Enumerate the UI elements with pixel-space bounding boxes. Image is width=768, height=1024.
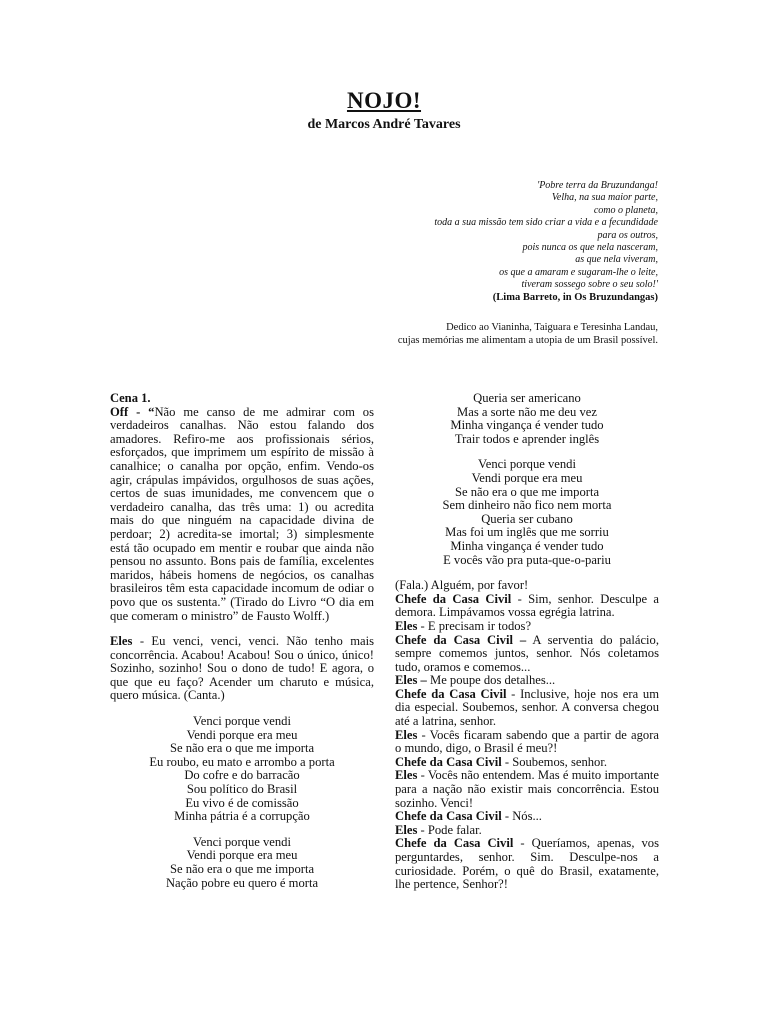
left-column [110,392,374,902]
dialogue-speaker: Chefe da Casa Civil [395,686,507,701]
song-line: Venci porque vendi [193,834,291,849]
off-paragraph [110,406,374,624]
dialogue-line [395,810,659,824]
song-stanza-1 [110,715,374,824]
right-column [395,392,659,892]
dialogue-text: - Sim, senhor. Desculpe a demora. Limpávamos vossa egrégia latrina. [395,591,660,620]
dedication-line: Dedico ao Vianinha, Taiguara e Teresinha Landau, [446,322,658,333]
speaker-eles: Eles [110,634,133,649]
dialogue-speaker: Chefe da Casa Civil [395,809,502,824]
song-line: Eu vivo é de comissão [185,795,299,810]
dialogue-text: (Fala.) Alguém, por favor! [395,578,529,593]
song-stanza-4 [395,458,659,567]
dialogue-speaker: Chefe da Casa Civil – [395,632,527,647]
dialogue-line [395,837,659,891]
dialogue-speaker: Chefe da Casa Civil [395,754,502,769]
quote-open: “ [148,404,155,419]
epigraph-line: 'Pobre terra da Bruzundanga! [537,180,658,191]
eles-paragraph [110,635,374,703]
dialogue-speaker: Eles [395,768,418,783]
dialogue-line [395,824,659,838]
song-line: Vendi porque era meu [186,727,298,742]
song-line: Venci porque vendi [193,714,291,729]
dialogue-speaker: Chefe da Casa Civil [395,836,514,851]
song-line: Do cofre e do barracão [184,768,300,783]
dialogue-text: Me poupe dos detalhes... [426,673,556,688]
dialogue-line [395,769,659,810]
song-stanza-3 [395,392,659,446]
song-line: Sou político do Brasil [186,782,298,797]
dialogue-line [395,674,659,688]
song-line: Minha vingança é vender tudo [450,418,604,433]
dialogue-line [395,688,659,729]
epigraph [298,180,658,292]
epigraph-line: Velha, na sua maior parte, [551,192,658,204]
dedication-line: cujas memórias me alimentam a utopia de um Brasil possível. [397,335,658,346]
epigraph-line: as que nela viveram, [575,254,658,266]
dialogue-text: - E precisam ir todos? [417,618,532,633]
dialogue-line [395,579,659,593]
off-text: Não me canso de me admirar com os verdadeiros canalhas. Não estou falando dos amadores. Refiro-me aos profissionais sérios, esforçados, que imprimem um espírito de missão à canalhice; o canalha por opção, enfim. Vendo-os agir, crápulas impávidos, orgulhosos de suas ações, certos de suas imunidades, me convencem que o verdadeiro canalha, das três uma: 1) ou acredita mais do que ninguém na capacidade divina de perdoar; 2) acredita-se imortal; 3) simplesmente está tão ocupado em mentir e roubar que ainda não pensou no assunto. Bons pais de família, excelentes maridos, hábeis homens de negócios, os canalhas brasileiros têm esta capacidade incomum de odiar o povo que os sustenta.” (Tirado do Livro “O dia em que comeram o ministro” de Fausto Wolff.) [110,404,374,623]
song-line: Venci porque vendi [478,457,576,472]
song-line: Minha vingança é vender tudo [450,538,604,553]
epigraph-line: como o planeta, [593,204,658,216]
song-line: Mas foi um inglês que me sorriu [445,525,609,540]
epigraph-line: pois nunca os que nela nasceram, [522,242,658,254]
epigraph-line: para os outros, [597,229,658,241]
song-line: Nação pobre eu quero é morta [165,875,319,890]
dialogue-speaker: Eles – [395,673,427,688]
song-line: Se não era o que me importa [169,741,315,756]
speaker-off: Off - [110,404,149,419]
dialogue-text: - Inclusive, hoje nos era um dia especial. Soubemos, senhor. A conversa chegou até a latrina, senhor. [395,686,659,729]
song-line: Se não era o que me importa [454,484,600,499]
eles-text: - Eu venci, venci, venci. Não tenho mais concorrência. Acabou! Acabou! Sou o único, único! Sozinho, sozinho! Sou o dono de tudo! E agora, o que que eu faço? Acender um charuto e música, quero música. (Canta.) [110,634,374,703]
page-title: NOJO! [346,88,422,113]
song-line: Trair todos e aprender inglês [454,431,600,446]
dialogue-text: - Nós... [501,809,542,824]
epigraph-line: tiveram sossego sobre o seu solo!' [521,279,658,291]
dialogue [395,579,659,892]
dialogue-text: - Queríamos, apenas, vos perguntardes, senhor. Sim. Desculpe-nos a curiosidade. Porém, o quê do Brasil, exatamente, lhe pertence, Senhor?! [395,836,659,892]
epigraph-line: os que a amaram e sugaram-lhe o leite, [499,266,658,278]
dialogue-speaker: Eles [395,822,418,837]
dialogue-line [395,620,659,634]
song-line: Se não era o que me importa [169,862,315,876]
dialogue-line [395,634,659,675]
dialogue-text: - Vocês ficaram sabendo que a partir de agora o mundo, digo, o Brasil é meu?! [395,727,659,756]
song-line: Queria ser americano [473,391,581,405]
dialogue-text: - Pode falar. [417,822,482,837]
dialogue-line [395,756,659,770]
dialogue-line [395,593,659,620]
song-line: Queria ser cubano [481,511,573,526]
dialogue-speaker: Chefe da Casa Civil [395,591,512,606]
author-line: de Marcos André Tavares [307,117,461,132]
song-line: Vendi porque era meu [186,848,298,863]
song-line: E vocês vão pra puta-que-o-pariu [443,552,611,567]
epigraph-line: toda a sua missão tem sido criar a vida e a fecundidade [434,217,658,229]
song-line: Vendi porque era meu [471,470,583,485]
song-line: Sem dinheiro não fico nem morta [442,498,612,513]
dialogue-speaker: Eles [395,618,418,633]
song-stanza-2 [110,836,374,890]
song-line: Eu roubo, eu mato e arrombo a porta [149,754,335,769]
dialogue-speaker: Eles [395,727,418,742]
dialogue-text: A serventia do palácio, sempre comemos juntos, senhor. Nós coletamos tudo, oramos e comemos... [395,632,659,674]
dialogue-text: - Soubemos, senhor. [501,754,607,769]
song-line: Mas a sorte não me deu vez [457,404,597,419]
dialogue-line [395,729,659,756]
dedication [398,321,658,347]
dialogue-text: - Vocês não entendem. Mas é muito importante para a nação não existir mais concorrência. Estou sozinho. Venci! [395,768,659,810]
song-line: Minha pátria é a corrupção [174,809,310,824]
epigraph-credit: (Lima Barreto, in Os Bruzundangas) [492,292,658,303]
scene-heading: Cena 1. [110,391,151,405]
